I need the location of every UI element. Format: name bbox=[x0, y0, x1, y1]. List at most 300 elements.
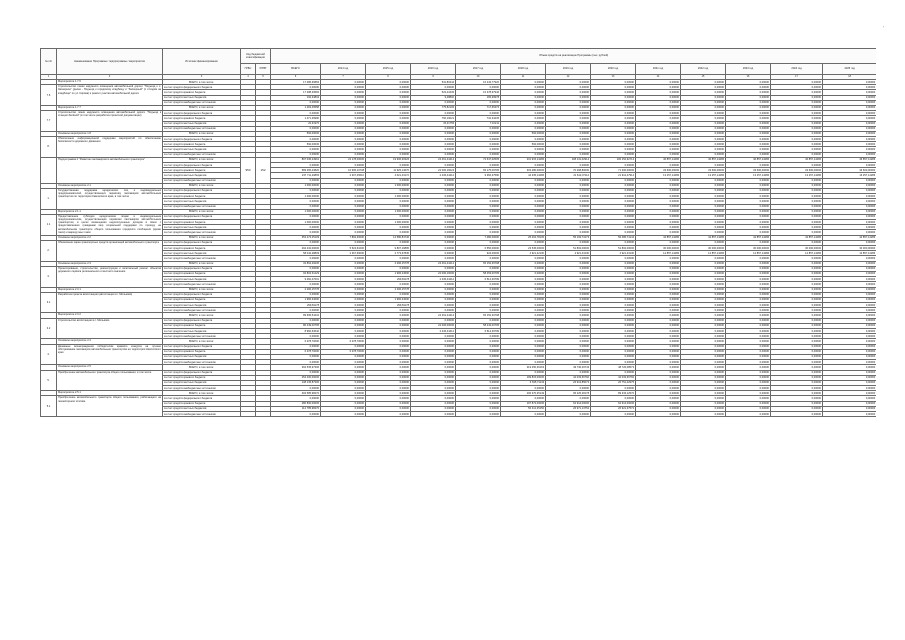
amount-cell: 0,00000 bbox=[271, 256, 321, 261]
amount-cell: 0,00000 bbox=[726, 292, 771, 297]
amount-cell: 0,00000 bbox=[321, 365, 366, 370]
amount-cell: 0,00000 bbox=[546, 334, 591, 339]
amount-cell: 13 257,14286 bbox=[823, 173, 876, 178]
amount-cell: 0,00000 bbox=[501, 318, 546, 323]
amount-cell: 0,00000 bbox=[681, 80, 726, 85]
amount-cell: 0,00000 bbox=[726, 406, 771, 411]
row-number: 7.7 bbox=[41, 111, 57, 132]
amount-cell: 0,00000 bbox=[271, 214, 321, 219]
amount-cell: 0,00000 bbox=[501, 313, 546, 318]
amount-cell: 6 635,71143 bbox=[501, 380, 546, 385]
amount-cell: 0,00000 bbox=[546, 240, 591, 245]
amount-cell: 0,00000 bbox=[366, 126, 411, 131]
amount-cell: 0,00000 bbox=[501, 230, 546, 235]
amount-cell: 0,00000 bbox=[501, 121, 546, 126]
amount-cell: 0,00000 bbox=[636, 375, 681, 380]
amount-cell: 0,00000 bbox=[726, 266, 771, 271]
amount-cell: 0,00000 bbox=[501, 303, 546, 308]
funding-source: ВСЕГО, в том числе: bbox=[163, 339, 241, 344]
funding-source: за счет средств внебюджетных источников bbox=[163, 386, 241, 391]
row-number: 7.6 bbox=[41, 85, 57, 106]
amount-cell: 0,00000 bbox=[681, 121, 726, 126]
row-number: 1. bbox=[41, 188, 57, 209]
amount-cell: 13 257,14286 bbox=[636, 173, 681, 178]
amount-cell: 0,00000 bbox=[771, 80, 823, 85]
funding-source: за счет средств федерального бюджета bbox=[163, 396, 241, 401]
amount-cell: 0,00000 bbox=[546, 277, 591, 282]
amount-cell: 0,00000 bbox=[321, 147, 366, 152]
row-number: 4. bbox=[41, 344, 57, 365]
funding-source: за счет средств внебюджетных источников bbox=[163, 100, 241, 105]
amount-cell: 0,00000 bbox=[456, 142, 501, 147]
amount-cell: 0,00000 bbox=[411, 401, 456, 406]
amount-cell: 33 600,00000 bbox=[823, 168, 876, 173]
amount-cell: 0,00000 bbox=[681, 396, 726, 401]
amount-cell: 0,00000 bbox=[823, 90, 876, 95]
amount-cell: 0,00000 bbox=[726, 85, 771, 90]
amount-cell: 0,00000 bbox=[726, 313, 771, 318]
amount-cell: 0,00000 bbox=[501, 292, 546, 297]
amount-cell: 0,00000 bbox=[726, 194, 771, 199]
funding-source: за счет средств местных бюджетов bbox=[163, 277, 241, 282]
amount-cell: 0,00000 bbox=[823, 178, 876, 183]
amount-cell: 0,00000 bbox=[321, 313, 366, 318]
amount-cell: 0,00000 bbox=[823, 105, 876, 110]
amount-cell: 0,00000 bbox=[823, 313, 876, 318]
funding-source: за счет средств федерального бюджета bbox=[163, 111, 241, 116]
amount-cell: 0,00000 bbox=[501, 111, 546, 116]
amount-cell: 0,00000 bbox=[366, 178, 411, 183]
amount-cell: 0,00000 bbox=[771, 178, 823, 183]
header-column-number: 7 bbox=[321, 75, 366, 80]
amount-cell: 138 135,87300 bbox=[271, 380, 321, 385]
header-column-number: 9 bbox=[411, 75, 456, 80]
measure-name: Денежные вознаграждения победителям краевого конкурса на лучшее обслуживание пассажиров автомобильным транспортом на территории Камчатского края bbox=[57, 344, 163, 365]
amount-cell: 0,00000 bbox=[501, 214, 546, 219]
amount-cell: 717,66376 bbox=[456, 105, 501, 110]
amount-cell: 0,00000 bbox=[823, 370, 876, 375]
measure-name: Мероприятие 1.7.6 bbox=[57, 80, 163, 85]
funding-source: за счет средств местных бюджетов bbox=[163, 173, 241, 178]
amount-cell: 0,00000 bbox=[591, 199, 636, 204]
amount-cell: 0,00000 bbox=[271, 360, 321, 365]
funding-source: за счет средств федерального бюджета bbox=[163, 188, 241, 193]
amount-cell: 0,00000 bbox=[726, 386, 771, 391]
amount-cell: 0,00000 bbox=[501, 323, 546, 328]
amount-cell: 0,00000 bbox=[771, 271, 823, 276]
amount-cell: 0,00000 bbox=[771, 303, 823, 308]
amount-cell: 0,00000 bbox=[726, 147, 771, 152]
funding-source: за счет средств федерального бюджета bbox=[163, 214, 241, 219]
funding-source: за счет средств местных бюджетов bbox=[163, 406, 241, 411]
amount-cell: 0,00000 bbox=[726, 131, 771, 136]
amount-cell: 0,00000 bbox=[456, 360, 501, 365]
amount-cell: 0,00000 bbox=[591, 370, 636, 375]
amount-cell: 0,00000 bbox=[411, 183, 456, 188]
amount-cell: 0,00000 bbox=[771, 266, 823, 271]
measure-name: Мероприятие 2.3.2 bbox=[57, 313, 163, 318]
amount-cell: 0,00000 bbox=[636, 152, 681, 157]
amount-cell: 95 225,28178 bbox=[546, 391, 591, 396]
amount-cell: 0,00000 bbox=[636, 292, 681, 297]
amount-cell: 55 193,73173 bbox=[546, 235, 591, 240]
funding-source: ВСЕГО, в том числе: bbox=[163, 235, 241, 240]
measure-name: Основное мероприятие 1.8 bbox=[57, 131, 163, 136]
row-number: 1.1 bbox=[41, 214, 57, 235]
amount-cell: 0,00000 bbox=[321, 308, 366, 313]
amount-cell: 0,00000 bbox=[771, 412, 823, 417]
amount-cell: 0,00000 bbox=[636, 85, 681, 90]
amount-cell: 0,00000 bbox=[271, 100, 321, 105]
amount-cell: 0,00000 bbox=[546, 318, 591, 323]
amount-cell: 0,00000 bbox=[546, 292, 591, 297]
amount-cell: 0,00000 bbox=[456, 230, 501, 235]
amount-cell: 0,00000 bbox=[591, 178, 636, 183]
amount-cell: 0,00000 bbox=[546, 126, 591, 131]
funding-source: за счет средств местных бюджетов bbox=[163, 380, 241, 385]
amount-cell: 0,00000 bbox=[411, 344, 456, 349]
amount-cell: 0,00000 bbox=[271, 386, 321, 391]
amount-cell: 0,00000 bbox=[636, 406, 681, 411]
amount-cell: 12 857,14286 bbox=[726, 251, 771, 256]
amount-cell: 0,00000 bbox=[771, 282, 823, 287]
amount-cell: 30 000,00000 bbox=[636, 246, 681, 251]
amount-cell: 0,00000 bbox=[546, 230, 591, 235]
amount-cell: 0,00000 bbox=[823, 282, 876, 287]
amount-cell: 12 857,14286 bbox=[771, 251, 823, 256]
amount-cell: 0,00000 bbox=[771, 230, 823, 235]
amount-cell: 0,00000 bbox=[591, 116, 636, 121]
amount-cell: 0,00000 bbox=[411, 246, 456, 251]
funding-source: за счет средств внебюджетных источников bbox=[163, 256, 241, 261]
amount-cell: 0,00000 bbox=[271, 178, 321, 183]
amount-cell: 531,80444 bbox=[411, 80, 456, 85]
amount-cell: 0,00000 bbox=[771, 386, 823, 391]
amount-cell: 592,00000 bbox=[271, 131, 321, 136]
amount-cell: 24 178,00000 bbox=[321, 157, 366, 162]
amount-cell: 0,00000 bbox=[501, 220, 546, 225]
amount-cell: 0,00000 bbox=[636, 303, 681, 308]
amount-cell: 25 464,78130 bbox=[501, 235, 546, 240]
amount-cell: 0,00000 bbox=[321, 287, 366, 292]
amount-cell: 0,00000 bbox=[771, 370, 823, 375]
amount-cell: 0,00000 bbox=[366, 147, 411, 152]
row-number bbox=[41, 157, 57, 183]
amount-cell: 0,00000 bbox=[823, 287, 876, 292]
amount-cell: 1 000,00000 bbox=[271, 183, 321, 188]
amount-cell: 0,00000 bbox=[636, 271, 681, 276]
amount-cell: 0,00000 bbox=[771, 380, 823, 385]
amount-cell: 0,00000 bbox=[771, 308, 823, 313]
amount-cell: 0,00000 bbox=[591, 266, 636, 271]
amount-cell: 0,00000 bbox=[823, 386, 876, 391]
amount-cell: 0,00000 bbox=[681, 142, 726, 147]
amount-cell: 0,00000 bbox=[823, 360, 876, 365]
amount-cell: 0,00000 bbox=[636, 183, 681, 188]
funding-source: ВСЕГО, в том числе: bbox=[163, 313, 241, 318]
amount-cell: 0,00000 bbox=[321, 225, 366, 230]
amount-cell: 0,00000 bbox=[726, 183, 771, 188]
amount-cell: 0,00000 bbox=[771, 256, 823, 261]
amount-cell: 0,00000 bbox=[321, 194, 366, 199]
amount-cell: 0,00000 bbox=[411, 225, 456, 230]
amount-cell: 1 000,00000 bbox=[366, 209, 411, 214]
amount-cell: 0,00000 bbox=[366, 349, 411, 354]
amount-cell: 0,00000 bbox=[366, 344, 411, 349]
amount-cell: 0,00000 bbox=[771, 349, 823, 354]
code-cell bbox=[241, 412, 256, 417]
amount-cell: 30 000,00000 bbox=[823, 246, 876, 251]
amount-cell: 0,00000 bbox=[636, 266, 681, 271]
amount-cell: 0,00000 bbox=[726, 209, 771, 214]
amount-cell: 0,00000 bbox=[456, 256, 501, 261]
amount-cell: 0,00000 bbox=[501, 116, 546, 121]
amount-cell: 0,00000 bbox=[636, 339, 681, 344]
amount-cell: 0,00000 bbox=[726, 111, 771, 116]
amount-cell: 0,00000 bbox=[271, 126, 321, 131]
amount-cell: 0,00000 bbox=[823, 230, 876, 235]
amount-cell: 0,00000 bbox=[321, 261, 366, 266]
amount-cell: 0,00000 bbox=[591, 360, 636, 365]
amount-cell: 0,00000 bbox=[636, 334, 681, 339]
amount-cell: 0,00000 bbox=[501, 282, 546, 287]
amount-cell: 0,00000 bbox=[366, 100, 411, 105]
amount-cell: 0,00000 bbox=[321, 142, 366, 147]
amount-cell: 0,00000 bbox=[546, 266, 591, 271]
amount-cell: 0,00000 bbox=[771, 121, 823, 126]
amount-cell: 0,00000 bbox=[681, 209, 726, 214]
measure-name: Проектирование, строительство, реконструкция и капитальный ремонт объектов дорожного сервиса регионального и местного значения bbox=[57, 266, 163, 287]
amount-cell: 0,00000 bbox=[636, 220, 681, 225]
amount-cell: 0,00000 bbox=[456, 396, 501, 401]
amount-cell: 0,00000 bbox=[366, 318, 411, 323]
amount-cell: 89 695,54432 bbox=[271, 313, 321, 318]
amount-cell: 0,00000 bbox=[411, 142, 456, 147]
amount-cell: 0,00000 bbox=[321, 152, 366, 157]
measure-name: Приобретение автомобильного транспорта общего пользования, работающего на газомоторном топливе bbox=[57, 396, 163, 417]
amount-cell: 0,00000 bbox=[456, 282, 501, 287]
amount-cell: 0,00000 bbox=[681, 116, 726, 121]
amount-cell: 0,00000 bbox=[321, 116, 366, 121]
header-column-number: 2 bbox=[57, 75, 163, 80]
header-column-number: 4 bbox=[241, 75, 256, 80]
amount-cell: 9,48802 bbox=[411, 95, 456, 100]
amount-cell: 1 996,24600 bbox=[366, 271, 411, 276]
amount-cell: 0,00000 bbox=[771, 188, 823, 193]
amount-cell: 74 647,02505 bbox=[456, 157, 501, 162]
amount-cell: 0,00000 bbox=[321, 111, 366, 116]
amount-cell: 1 996,34600 bbox=[366, 297, 411, 302]
amount-cell: 62 914,00000 bbox=[546, 401, 591, 406]
amount-cell: 0,00000 bbox=[591, 121, 636, 126]
amount-cell: 0,00000 bbox=[591, 261, 636, 266]
amount-cell: 0,00000 bbox=[771, 240, 823, 245]
amount-cell: 0,00000 bbox=[636, 163, 681, 168]
amount-cell: 0,00000 bbox=[636, 95, 681, 100]
amount-cell: 65 152,39798 bbox=[456, 261, 501, 266]
amount-cell: 0,00000 bbox=[636, 188, 681, 193]
amount-cell: 0,00000 bbox=[456, 303, 501, 308]
amount-cell: 0,00000 bbox=[321, 131, 366, 136]
amount-cell: 0,00000 bbox=[681, 386, 726, 391]
amount-cell: 0,00000 bbox=[681, 111, 726, 116]
measure-name: Мероприятие 2.1.1 bbox=[57, 209, 163, 214]
amount-cell: 106 152,92714 bbox=[591, 157, 636, 162]
amount-cell: 0,00000 bbox=[636, 308, 681, 313]
amount-cell: 0,00000 bbox=[726, 178, 771, 183]
amount-cell: 0,00000 bbox=[591, 240, 636, 245]
amount-cell: 0,00000 bbox=[411, 339, 456, 344]
amount-cell: 0,00000 bbox=[771, 152, 823, 157]
amount-cell: 0,00000 bbox=[456, 370, 501, 375]
amount-cell: 0,00000 bbox=[823, 344, 876, 349]
amount-cell: 0,00000 bbox=[546, 95, 591, 100]
funding-source: за счет средств федерального бюджета bbox=[163, 137, 241, 142]
amount-cell: 0,00000 bbox=[681, 308, 726, 313]
amount-cell: 0,00000 bbox=[411, 396, 456, 401]
amount-cell: 0,00000 bbox=[456, 354, 501, 359]
amount-cell: 0,00000 bbox=[546, 199, 591, 204]
amount-cell: 10 965,10738 bbox=[321, 168, 366, 173]
amount-cell: 0,00000 bbox=[771, 375, 823, 380]
measure-name: Подпрограмма 2 "Развитие пассажирского автомобильного транспорта" bbox=[57, 157, 163, 183]
amount-cell: 0,00000 bbox=[321, 354, 366, 359]
header-column-number: 17 bbox=[771, 75, 823, 80]
amount-cell: 0,00000 bbox=[366, 121, 411, 126]
funding-source: за счет средств местных бюджетов bbox=[163, 251, 241, 256]
amount-cell: 0,00000 bbox=[591, 209, 636, 214]
amount-cell: 0,00000 bbox=[771, 318, 823, 323]
amount-cell: 0,00000 bbox=[636, 412, 681, 417]
funding-source: за счет средств краевого бюджета bbox=[163, 271, 241, 276]
amount-cell: 0,00000 bbox=[366, 188, 411, 193]
amount-cell: 0,00000 bbox=[271, 334, 321, 339]
amount-cell: 0,00000 bbox=[591, 292, 636, 297]
amount-cell: 0,00000 bbox=[726, 401, 771, 406]
amount-cell: 0,00000 bbox=[823, 375, 876, 380]
amount-cell: 0,00000 bbox=[726, 380, 771, 385]
amount-cell: 46 857,14286 bbox=[681, 157, 726, 162]
amount-cell: 46 857,14286 bbox=[823, 157, 876, 162]
amount-cell: 23 545,00000 bbox=[501, 246, 546, 251]
amount-cell: 0,00000 bbox=[771, 116, 823, 121]
amount-cell: 0,00000 bbox=[271, 240, 321, 245]
amount-cell: 0,00000 bbox=[591, 220, 636, 225]
amount-cell: 0,00000 bbox=[681, 178, 726, 183]
amount-cell: 0,00000 bbox=[411, 282, 456, 287]
amount-cell: 0,00000 bbox=[591, 100, 636, 105]
header-year: 2014 год bbox=[321, 64, 366, 75]
amount-cell: 0,00000 bbox=[411, 235, 456, 240]
amount-cell: 4 921,43130 bbox=[546, 251, 591, 256]
amount-cell: 0,00000 bbox=[591, 349, 636, 354]
amount-cell: 0,00000 bbox=[636, 396, 681, 401]
amount-cell: 0,00000 bbox=[321, 220, 366, 225]
amount-cell: 0,00000 bbox=[501, 209, 546, 214]
code-cell bbox=[256, 412, 271, 417]
amount-cell: 0,00000 bbox=[456, 292, 501, 297]
amount-cell: 0,00000 bbox=[501, 183, 546, 188]
amount-cell: 0,00000 bbox=[366, 391, 411, 396]
amount-cell: 0,00000 bbox=[321, 277, 366, 282]
amount-cell: 0,00000 bbox=[726, 126, 771, 131]
amount-cell: 7 480,00000 bbox=[456, 235, 501, 240]
amount-cell: 0,00000 bbox=[591, 329, 636, 334]
amount-cell: 0,00000 bbox=[726, 282, 771, 287]
header-column-number: 6 bbox=[271, 75, 321, 80]
amount-cell: 192,34802 bbox=[271, 95, 321, 100]
measure-name: Разработка проекта автостанции (автостанции в г. Мильково) bbox=[57, 292, 163, 313]
amount-cell: 0,00000 bbox=[321, 183, 366, 188]
amount-cell: 0,00000 bbox=[321, 292, 366, 297]
amount-cell: 0,00000 bbox=[366, 80, 411, 85]
amount-cell: 0,00000 bbox=[823, 261, 876, 266]
amount-cell: 710,34235 bbox=[456, 116, 501, 121]
amount-cell: 0,00000 bbox=[681, 137, 726, 142]
header-year: 2019 год bbox=[546, 64, 591, 75]
amount-cell: 0,00000 bbox=[411, 412, 456, 417]
amount-cell: 0,00000 bbox=[591, 282, 636, 287]
header-volume: Объем средств на реализацию Программы (тыс. рублей) bbox=[271, 49, 876, 64]
amount-cell: 1 000,00000 bbox=[366, 183, 411, 188]
amount-cell: 0,00000 bbox=[681, 266, 726, 271]
amount-cell: 46 857,14286 bbox=[636, 157, 681, 162]
amount-cell: 0,00000 bbox=[591, 323, 636, 328]
funding-source: за счет средств местных бюджетов bbox=[163, 121, 241, 126]
amount-cell: 11 925,14676 bbox=[366, 168, 411, 173]
amount-cell: 0,00000 bbox=[681, 370, 726, 375]
amount-cell: 0,00000 bbox=[546, 147, 591, 152]
amount-cell: 0,00000 bbox=[771, 354, 823, 359]
amount-cell: 0,00000 bbox=[411, 163, 456, 168]
amount-cell: 0,00000 bbox=[456, 100, 501, 105]
amount-cell: 0,00000 bbox=[636, 297, 681, 302]
amount-cell: 0,00000 bbox=[456, 199, 501, 204]
amount-cell: 0,00000 bbox=[823, 334, 876, 339]
amount-cell: 1 000,00000 bbox=[366, 220, 411, 225]
amount-cell: 0,00000 bbox=[591, 334, 636, 339]
amount-cell: 0,00000 bbox=[591, 204, 636, 209]
amount-cell: 0,00000 bbox=[411, 194, 456, 199]
amount-cell: 0,00000 bbox=[321, 406, 366, 411]
funding-source: за счет средств федерального бюджета bbox=[163, 370, 241, 375]
amount-cell: 0,00000 bbox=[411, 111, 456, 116]
amount-cell: 0,00000 bbox=[771, 214, 823, 219]
amount-cell: 0,00000 bbox=[823, 391, 876, 396]
amount-cell: 0,00000 bbox=[271, 199, 321, 204]
amount-cell: 0,00000 bbox=[271, 152, 321, 157]
amount-cell: 206 370,35149 bbox=[501, 391, 546, 396]
funding-source: за счет средств федерального бюджета bbox=[163, 266, 241, 271]
amount-cell: 22 006,16024 bbox=[411, 168, 456, 173]
amount-cell: 0,00000 bbox=[271, 318, 321, 323]
amount-cell: 0,00000 bbox=[823, 116, 876, 121]
header-year: 2021 год bbox=[636, 64, 681, 75]
amount-cell: 0,00000 bbox=[501, 90, 546, 95]
amount-cell: 0,00000 bbox=[771, 339, 823, 344]
amount-cell: 13 257,14286 bbox=[771, 173, 823, 178]
amount-cell: 0,00000 bbox=[681, 90, 726, 95]
amount-cell: 0,00000 bbox=[681, 131, 726, 136]
amount-cell: 0,00000 bbox=[726, 287, 771, 292]
funding-source: за счет средств краевого бюджета bbox=[163, 90, 241, 95]
amount-cell: 0,00000 bbox=[636, 230, 681, 235]
funding-source: за счет средств краевого бюджета bbox=[163, 297, 241, 302]
measure-name: Основное мероприятие 2.2 bbox=[57, 235, 163, 240]
amount-cell: 0,00000 bbox=[456, 163, 501, 168]
funding-source: за счет средств краевого бюджета bbox=[163, 220, 241, 225]
amount-cell: 42 857,14286 bbox=[771, 235, 823, 240]
